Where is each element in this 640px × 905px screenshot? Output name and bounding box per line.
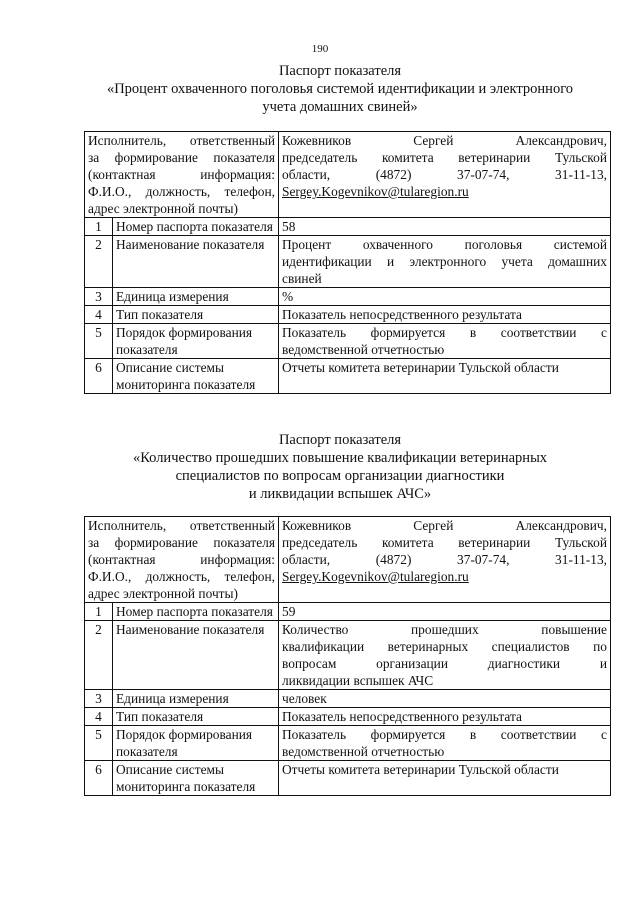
table-row [85, 359, 611, 394]
executor-value-line: Кожевников Сергей Александрович, [282, 133, 607, 148]
heading-line: и ликвидации вспышек АЧС» [248, 486, 432, 502]
row-value-line: 58 [282, 219, 296, 234]
row-number: 2 [85, 236, 113, 288]
row-label: Номер паспорта показателя [113, 603, 279, 621]
row-value-line: ликвидации вспышек АЧС [282, 673, 434, 688]
table-row [85, 603, 611, 621]
row-value [279, 726, 611, 761]
row-number: 1 [85, 603, 113, 621]
row-value-line: Показатель непосредственного результата [282, 307, 522, 322]
heading-line: Паспорт показателя [278, 432, 402, 448]
executor-value-line: Кожевников Сергей Александрович, [282, 518, 607, 533]
row-number: 3 [85, 288, 113, 306]
executor-label-line: Исполнитель, ответственный [88, 133, 275, 148]
row-value-line: ведомственной отчетностью [282, 342, 445, 357]
executor-value [279, 132, 611, 218]
row-number: 5 [85, 324, 113, 359]
executor-email-link[interactable]: Sergey.Kogevnikov@tularegion.ru [282, 184, 469, 199]
row-value-line: идентификации и электронного учета домашних [282, 254, 607, 269]
passport-heading [40, 431, 640, 503]
executor-label-line: адрес электронной почты) [88, 201, 238, 216]
executor-value-line: области, (4872) 37-07-74, 31-11-13, [282, 552, 607, 567]
row-value [279, 218, 611, 236]
row-value-line: человек [282, 691, 327, 706]
executor-label-line: Ф.И.О., должность, телефон, [88, 184, 275, 199]
row-label: Порядок формирования показателя [113, 324, 279, 359]
row-label: Единица измерения [113, 288, 279, 306]
executor-row [85, 132, 611, 218]
table-row [85, 708, 611, 726]
page-number: 190 [311, 43, 329, 55]
table-row [85, 218, 611, 236]
executor-label-line: (контактная информация: [88, 552, 275, 567]
executor-row [85, 517, 611, 603]
passport-heading [40, 62, 640, 116]
row-value-line: Количество прошедших повышение [282, 622, 607, 637]
row-label: Описание системы мониторинга показателя [113, 761, 279, 796]
table-row [85, 726, 611, 761]
table-row [85, 621, 611, 690]
executor-label-line: Исполнитель, ответственный [88, 518, 275, 533]
row-number: 6 [85, 761, 113, 796]
executor-value-line: председатель комитета ветеринарии Тульской [282, 535, 607, 550]
executor-label [85, 517, 279, 603]
table-row [85, 690, 611, 708]
row-value [279, 603, 611, 621]
executor-email-link[interactable]: Sergey.Kogevnikov@tularegion.ru [282, 569, 469, 584]
heading-line: «Процент охваченного поголовья системой идентификации и электронного [106, 81, 574, 97]
row-label: Тип показателя [113, 306, 279, 324]
table-row [85, 761, 611, 796]
row-value-line: вопросам организации диагностики и [282, 656, 607, 671]
executor-value-line: председатель комитета ветеринарии Тульской [282, 150, 607, 165]
row-value [279, 288, 611, 306]
row-number: 2 [85, 621, 113, 690]
row-number: 3 [85, 690, 113, 708]
row-value [279, 324, 611, 359]
heading-line: Паспорт показателя [278, 63, 402, 79]
table-row [85, 288, 611, 306]
heading-line: специалистов по вопросам организации диагностики [175, 468, 505, 484]
heading-line: «Количество прошедших повышение квалификации ветеринарных [132, 450, 548, 466]
executor-label-line: адрес электронной почты) [88, 586, 238, 601]
row-value [279, 306, 611, 324]
executor-value-line: области, (4872) 37-07-74, 31-11-13, [282, 167, 607, 182]
row-number: 4 [85, 708, 113, 726]
passport-table [84, 131, 611, 394]
row-value-line: Показатель формируется в соответствии с [282, 325, 607, 340]
row-label: Наименование показателя [113, 621, 279, 690]
row-value [279, 621, 611, 690]
row-label: Описание системы мониторинга показателя [113, 359, 279, 394]
executor-value [279, 517, 611, 603]
row-value [279, 236, 611, 288]
row-value [279, 690, 611, 708]
row-number: 1 [85, 218, 113, 236]
row-value-line: % [282, 289, 294, 304]
row-value [279, 761, 611, 796]
row-label: Номер паспорта показателя [113, 218, 279, 236]
passport-table [84, 516, 611, 796]
row-value-line: Отчеты комитета ветеринарии Тульской области [282, 360, 559, 375]
row-number: 5 [85, 726, 113, 761]
row-number: 4 [85, 306, 113, 324]
executor-label-line: (контактная информация: [88, 167, 275, 182]
executor-label-line: за формирование показателя [88, 535, 275, 550]
row-label: Наименование показателя [113, 236, 279, 288]
executor-label-line: за формирование показателя [88, 150, 275, 165]
heading-line: учета домашних свиней» [262, 99, 418, 115]
table-row [85, 306, 611, 324]
row-value-line: свиней [282, 271, 322, 286]
row-value-line: Показатель непосредственного результата [282, 709, 522, 724]
row-label: Порядок формирования показателя [113, 726, 279, 761]
table-row [85, 236, 611, 288]
table-row [85, 324, 611, 359]
row-value-line: Отчеты комитета ветеринарии Тульской области [282, 762, 559, 777]
executor-label-line: Ф.И.О., должность, телефон, [88, 569, 275, 584]
row-value [279, 359, 611, 394]
row-value-line: ведомственной отчетностью [282, 744, 445, 759]
row-value [279, 708, 611, 726]
row-value-line: 59 [282, 604, 296, 619]
row-label: Единица измерения [113, 690, 279, 708]
row-value-line: квалификации ветеринарных специалистов по [282, 639, 607, 654]
row-value-line: Процент охваченного поголовья системой [282, 237, 607, 252]
row-label: Тип показателя [113, 708, 279, 726]
row-number: 6 [85, 359, 113, 394]
row-value-line: Показатель формируется в соответствии с [282, 727, 607, 742]
executor-label [85, 132, 279, 218]
